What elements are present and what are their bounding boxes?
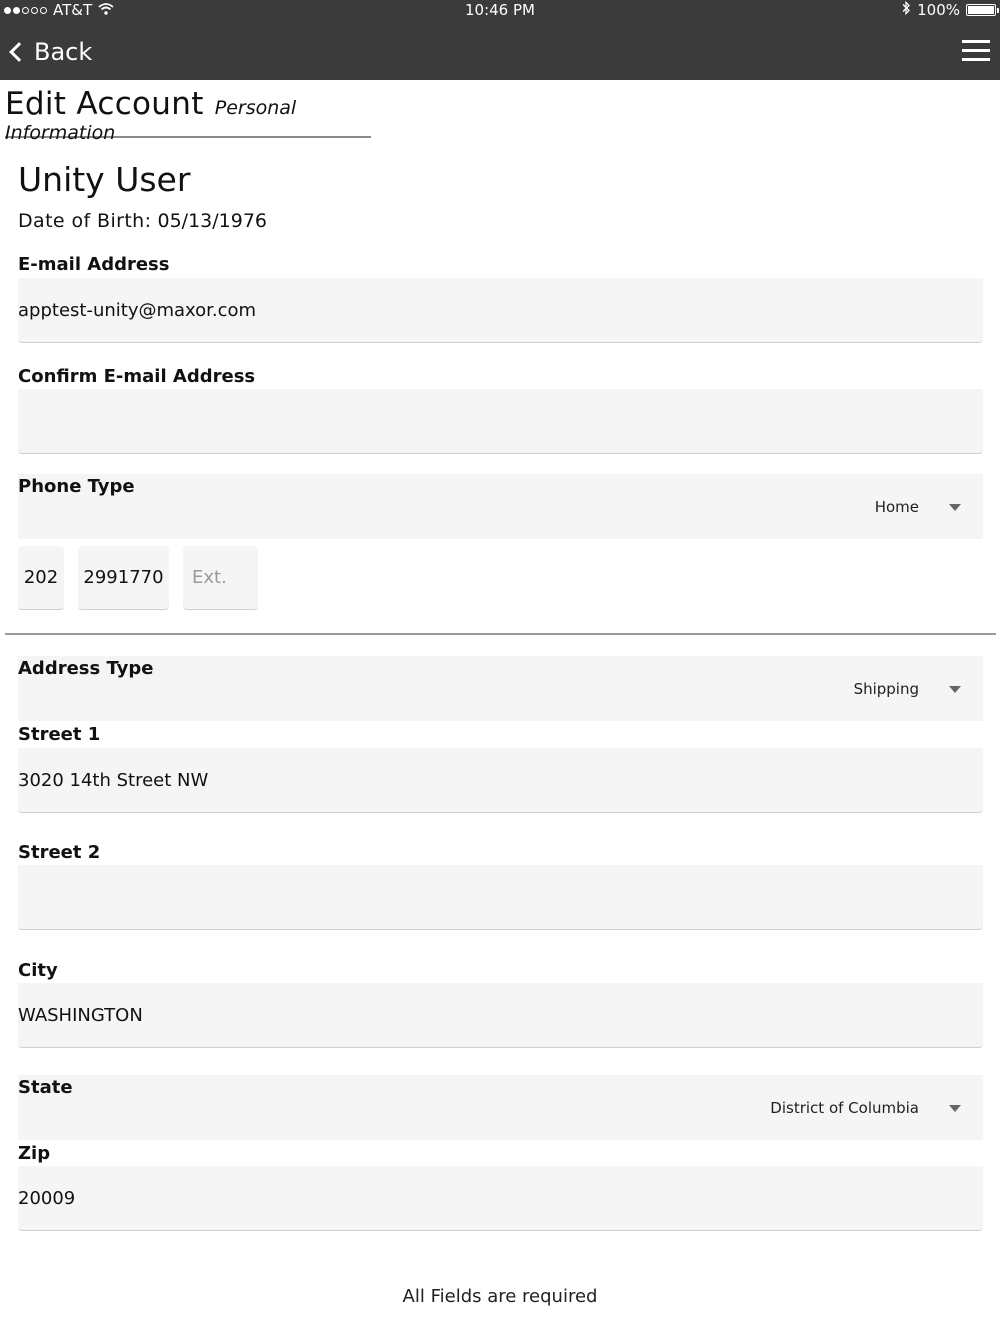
battery-icon — [966, 4, 996, 16]
top-bar — [0, 0, 1000, 80]
zip-input[interactable] — [18, 1166, 983, 1230]
chevron-down-icon — [949, 686, 961, 693]
section-divider — [5, 633, 996, 635]
chevron-down-icon — [949, 504, 961, 511]
status-time: 10:46 PM — [465, 1, 535, 19]
confirm-email-field-container — [18, 389, 983, 454]
phone-ext-input[interactable] — [183, 546, 258, 609]
back-label: Back — [34, 38, 93, 66]
phone-type-select[interactable] — [18, 474, 983, 539]
page-subtitle: Personal Information — [5, 97, 297, 144]
phone-type-label: Phone Type — [18, 476, 135, 497]
required-fields-note: All Fields are required — [402, 1286, 598, 1307]
email-field-container — [18, 278, 983, 343]
user-name: Unity User — [18, 160, 191, 199]
street2-input[interactable] — [18, 865, 983, 929]
dob-label: Date of Birth: — [18, 210, 152, 232]
status-right — [901, 1, 996, 19]
zip-label: Zip — [18, 1143, 51, 1164]
page-title: Edit Account — [5, 86, 204, 122]
chevron-left-icon — [9, 42, 29, 62]
state-value: District of Columbia — [770, 1099, 919, 1117]
carrier-name: AT&T — [53, 1, 93, 19]
page-header — [5, 86, 371, 144]
address-type-value: Shipping — [853, 680, 919, 698]
state-select[interactable] — [18, 1075, 983, 1140]
confirm-email-input[interactable] — [18, 389, 983, 453]
city-label: City — [18, 960, 58, 981]
confirm-email-label: Confirm E-mail Address — [18, 366, 256, 387]
phone-ext-container — [183, 546, 258, 610]
phone-number-container — [78, 546, 169, 610]
street1-label: Street 1 — [18, 724, 101, 745]
hamburger-menu-icon[interactable] — [962, 40, 990, 62]
chevron-down-icon — [949, 1105, 961, 1112]
address-type-select[interactable] — [18, 656, 983, 721]
email-input[interactable] — [18, 278, 983, 342]
phone-type-value: Home — [874, 498, 919, 516]
zip-field-container — [18, 1166, 983, 1231]
battery-percent: 100% — [917, 1, 960, 19]
date-of-birth — [18, 210, 267, 232]
address-type-label: Address Type — [18, 658, 154, 679]
phone-area-code-container — [18, 546, 64, 610]
phone-area-code-input[interactable] — [18, 546, 64, 609]
dob-value: 05/13/1976 — [157, 210, 267, 232]
status-bar — [0, 0, 1000, 22]
phone-number-input[interactable] — [78, 546, 169, 609]
back-button[interactable] — [6, 36, 92, 68]
city-field-container — [18, 983, 983, 1048]
street2-field-container — [18, 865, 983, 930]
street1-field-container — [18, 748, 983, 813]
email-label: E-mail Address — [18, 254, 170, 275]
street2-label: Street 2 — [18, 842, 101, 863]
city-input[interactable] — [18, 983, 983, 1047]
street1-input[interactable] — [18, 748, 983, 812]
bluetooth-icon — [901, 1, 911, 19]
state-label: State — [18, 1077, 73, 1098]
